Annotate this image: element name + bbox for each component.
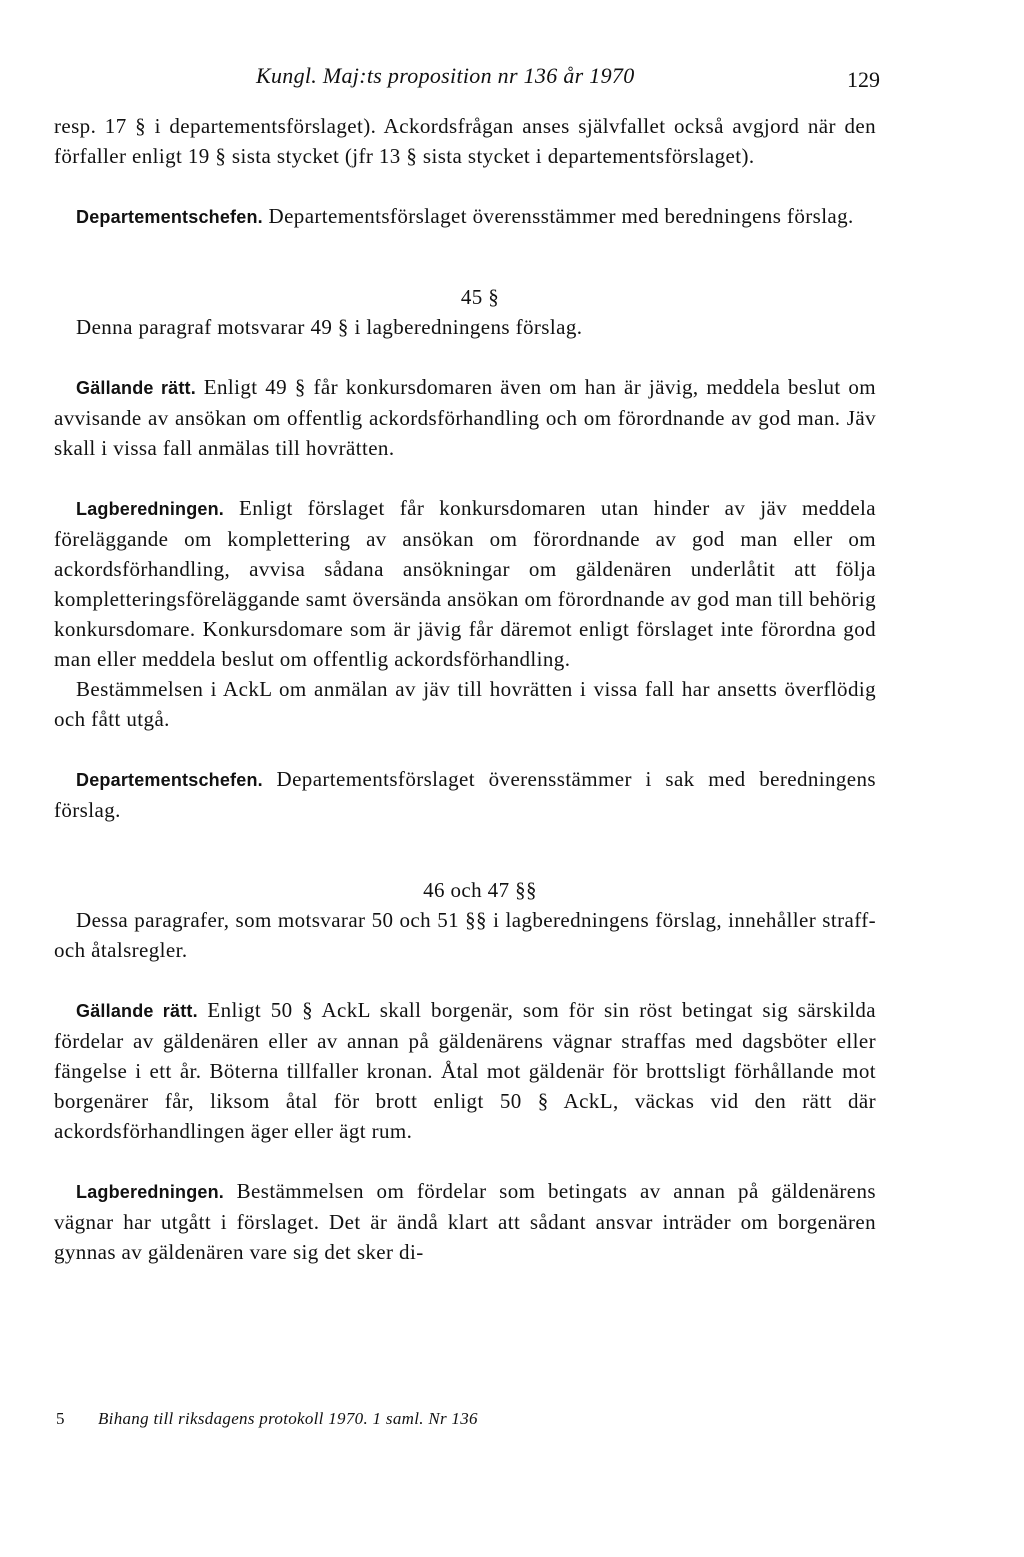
paragraph-lead: Gällande rätt. bbox=[76, 1001, 198, 1021]
section-intro-45: Denna paragraf motsvarar 49 § i lagberedningens förslag. bbox=[76, 315, 583, 339]
paragraph-lead: Gällande rätt. bbox=[76, 378, 196, 398]
paragraph-departementschefen-45 bbox=[54, 764, 876, 825]
paragraph-gallande-ratt-45 bbox=[54, 372, 876, 463]
paragraph-lagberedningen-45 bbox=[54, 493, 876, 674]
page-number: 129 bbox=[847, 67, 880, 92]
paragraph-text: Departementsförslaget överensstämmer med beredningens förslag. bbox=[262, 204, 854, 228]
section-heading-45: 45 § bbox=[460, 285, 500, 309]
running-title: Kungl. Maj:ts proposition nr 136 år 1970 bbox=[256, 63, 635, 88]
paragraph-lead: Lagberedningen. bbox=[76, 1182, 225, 1202]
paragraph-lead: Lagberedningen. bbox=[76, 499, 225, 519]
paragraph-gallande-ratt-46-47 bbox=[54, 995, 876, 1146]
imprint-line: Bihang till riksdagens protokoll 1970. 1 saml. Nr 136 bbox=[98, 1409, 478, 1428]
paragraph-lagberedningen-45-continued: Bestämmelsen i AckL om anmälan av jäv till hovrätten i vissa fall har ansetts överflödig och fått utgå. bbox=[54, 677, 876, 731]
paragraph-continuation: resp. 17 § i departementsförslaget). Ackordsfrågan anses självfallet också avgjord när den förfaller enligt 19 § sista stycket (jfr 13 § sista stycket i departementsförslaget). bbox=[54, 114, 876, 168]
body-text bbox=[54, 111, 876, 1267]
paragraph-text: Enligt 50 § AckL skall borgenär, som för sin röst betingat sig särskilda fördelar av gäldenären eller av annan på gäldenärens vägnar straffas med dagsböter eller fängelse i ett år. Böterna tillfaller kronan. Åtal mot gäldenär för brottsligt förhållande mot borgenärer får, liksom åtal för brott enligt 50 § AckL, väckas vid den rätt där ackordsförhandlingen äger eller ägt rum. bbox=[54, 998, 876, 1143]
paragraph-lagberedningen-46-47 bbox=[54, 1176, 876, 1267]
paragraph-lead: Departementschefen. bbox=[76, 770, 263, 790]
section-heading-46-47: 46 och 47 §§ bbox=[423, 878, 537, 902]
paragraph-text: Enligt förslaget får konkursdomaren utan hinder av jäv meddela föreläggande om komplettering av ansökan om förordnande av god man eller om ackordsförhandling, avvisa sådana ansökningar om gäldenären underlåtit att följa kompletteringsföreläggande samt översända ansökan om förordnande av god man till behörig konkursdomare. Konkursdomare som är jävig får däremot enligt förslaget inte förordna god man eller meddela beslut om offentlig ackordsförhandling. bbox=[54, 496, 876, 671]
paragraph-lead: Departementschefen. bbox=[76, 207, 263, 227]
section-intro-46-47: Dessa paragrafer, som motsvarar 50 och 51 §§ i lagberedningens förslag, innehåller straff- och åtalsregler. bbox=[54, 908, 876, 962]
paragraph-text: Departementsförslaget överensstämmer i sak med beredningens förslag. bbox=[54, 767, 876, 822]
page-header bbox=[54, 63, 880, 93]
paragraph-text: Bestämmelsen om fördelar som betingats av annan på gäldenärens vägnar har utgått i förslaget. Det är ändå klart att sådant ansvar inträder om borgenären gynnas av gäldenären vare sig det sker di- bbox=[54, 1179, 876, 1264]
page-footer bbox=[56, 1409, 478, 1429]
paragraph-departementschefen bbox=[54, 201, 876, 232]
paragraph-text: Enligt 49 § får konkursdomaren även om han är jävig, meddela beslut om avvisande av ansökan om offentlig ackordsförhandling och om förordnande av god man. Jäv skall i vissa fall anmälas till hovrätten. bbox=[54, 375, 876, 460]
sheet-number: 5 bbox=[56, 1409, 65, 1428]
